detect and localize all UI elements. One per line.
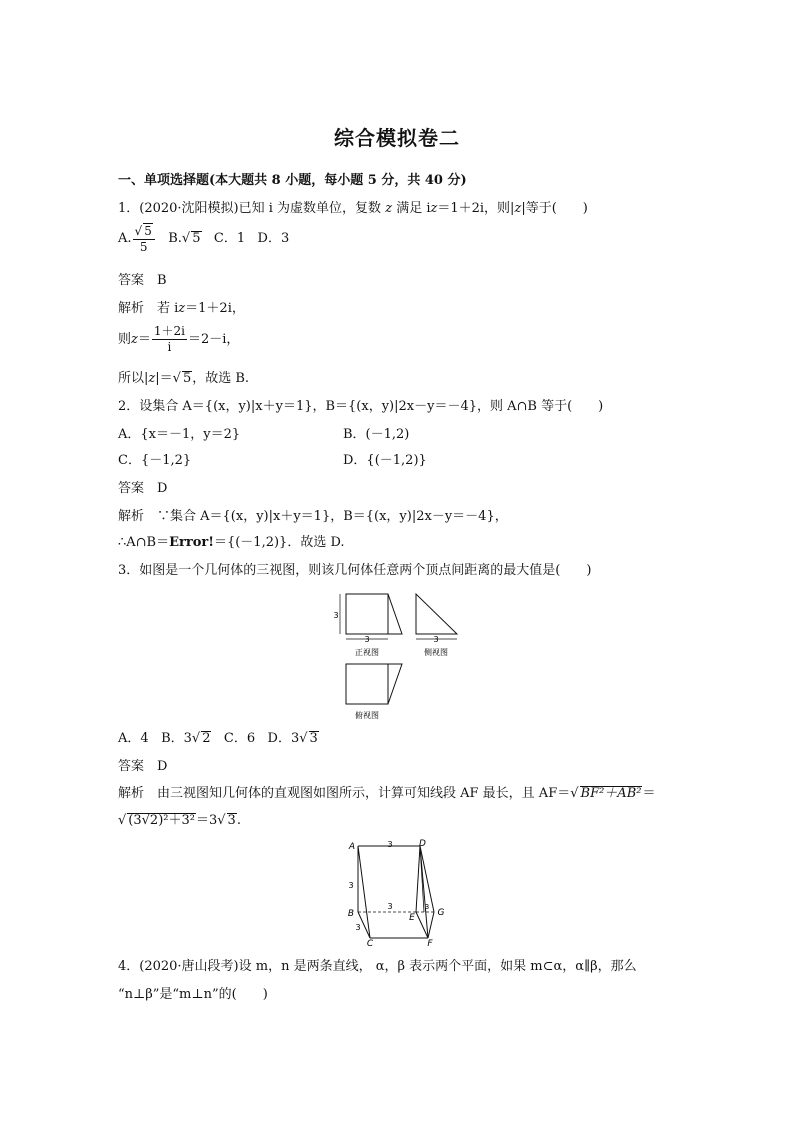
top-view-slant <box>388 664 402 704</box>
q1-analysis-2: 则z＝ $\frac{1+2i}{i}$ ＝2－i， <box>118 324 240 354</box>
vertex-B: B <box>347 909 355 919</box>
q3-option-c: C．6 <box>223 731 256 746</box>
q1-option-b: B.√ 5 <box>168 231 201 246</box>
q3-analysis-1: 解析 由三视图知几何体的直观图如图所示，计算可知线段 AF 最长，且 AF＝√ BF²＋AB²＝ <box>118 786 656 801</box>
edge-DE <box>416 846 420 912</box>
q2-answer: 答案 D <box>118 481 168 496</box>
solid-figure <box>340 836 460 948</box>
q2-stem: 2．设集合 A＝{(x，y)|x＋y＝1}，B＝{(x，y)|2x－y＝－4}，则 A∩B 等于( ) <box>118 399 604 414</box>
vertex-C: C <box>366 939 374 948</box>
top-view-caption: 俯视图 <box>355 711 379 720</box>
front-view-slant <box>388 594 402 634</box>
vertex-F: F <box>427 939 433 948</box>
q4-line-2: “n⊥β”是“m⊥n”的( ) <box>118 987 268 1002</box>
q1-analysis-3: 所以|z|＝√ 5，故选 B. <box>118 371 250 386</box>
side-view-triangle <box>416 594 457 634</box>
side-view-width-label: 3 <box>433 635 439 644</box>
q3-stem: 3．如图是一个几何体的三视图，则该几何体任意两个顶点间距离的最大值是( ) <box>118 563 592 578</box>
side-view-caption: 侧视图 <box>424 648 448 657</box>
q3-option-d: D．3√ 3 <box>267 731 318 746</box>
q1-option-a: A. $\frac{√ 5}{5}$ <box>118 231 156 246</box>
front-view-height-label: 3 <box>333 611 339 620</box>
vertex-E: E <box>409 913 415 923</box>
section-header: 一、单项选择题(本大题共 8 小题，每小题 5 分，共 40 分) <box>118 173 467 188</box>
q1-options <box>118 222 289 256</box>
label-mid-3: 3 <box>387 902 393 911</box>
vertex-A: A <box>348 842 356 852</box>
q2-option-a: A．{x＝－1，y＝2} <box>118 427 241 442</box>
page-title: 综合模拟卷二 <box>334 126 460 150</box>
q3-analysis-2: √ (3√2)²＋3²＝3√ 3. <box>118 813 241 828</box>
top-view-square <box>346 664 388 704</box>
label-top-3: 3 <box>387 840 393 849</box>
q4-line-1: 4．(2020·唐山段考)设 m，n 是两条直线， α，β 表示两个平面，如果 m⊂α，α∥β，那么 <box>118 959 637 974</box>
front-view-square <box>346 594 388 634</box>
three-view-figure <box>330 588 470 723</box>
vertex-D: D <box>419 839 426 849</box>
q3-option-a: A．4 <box>118 731 149 746</box>
q1-option-c: C．1 <box>213 231 246 246</box>
q2-analysis-1: 解析 ∵集合 A＝{(x，y)|x＋y＝1}，B＝{(x，y)|2x－y＝－4}， <box>118 509 508 524</box>
q1-stem: 1．(2020·沈阳模拟)已知 i 为虚数单位，复数 z 满足 iz＝1＋2i，则|z|等于( ) <box>118 201 588 216</box>
edge-GF <box>428 912 434 938</box>
q3-answer: 答案 D <box>118 759 168 774</box>
q2-option-b: B．(－1,2) <box>343 427 410 442</box>
q1-answer: 答案 B <box>118 273 167 288</box>
label-left-3: 3 <box>348 881 354 890</box>
front-view-width-label: 3 <box>364 635 370 644</box>
q2-option-c: C．{－1,2} <box>118 453 192 468</box>
q3-option-b: B．3√ 2 <box>161 731 211 746</box>
q1-option-d: D．3 <box>257 231 290 246</box>
front-view-caption: 正视图 <box>355 648 379 657</box>
label-bot-3: 3 <box>355 923 361 932</box>
q3-options <box>118 730 319 748</box>
label-right-3: 3 <box>424 903 430 911</box>
q1-analysis-1: 解析 若 iz＝1＋2i， <box>118 301 245 316</box>
q2-option-d: D．{(－1,2)} <box>343 453 427 468</box>
q2-analysis-2: ∴A∩B＝Error!＝{(－1,2)}．故选 D. <box>118 535 345 550</box>
vertex-G: G <box>437 908 445 918</box>
